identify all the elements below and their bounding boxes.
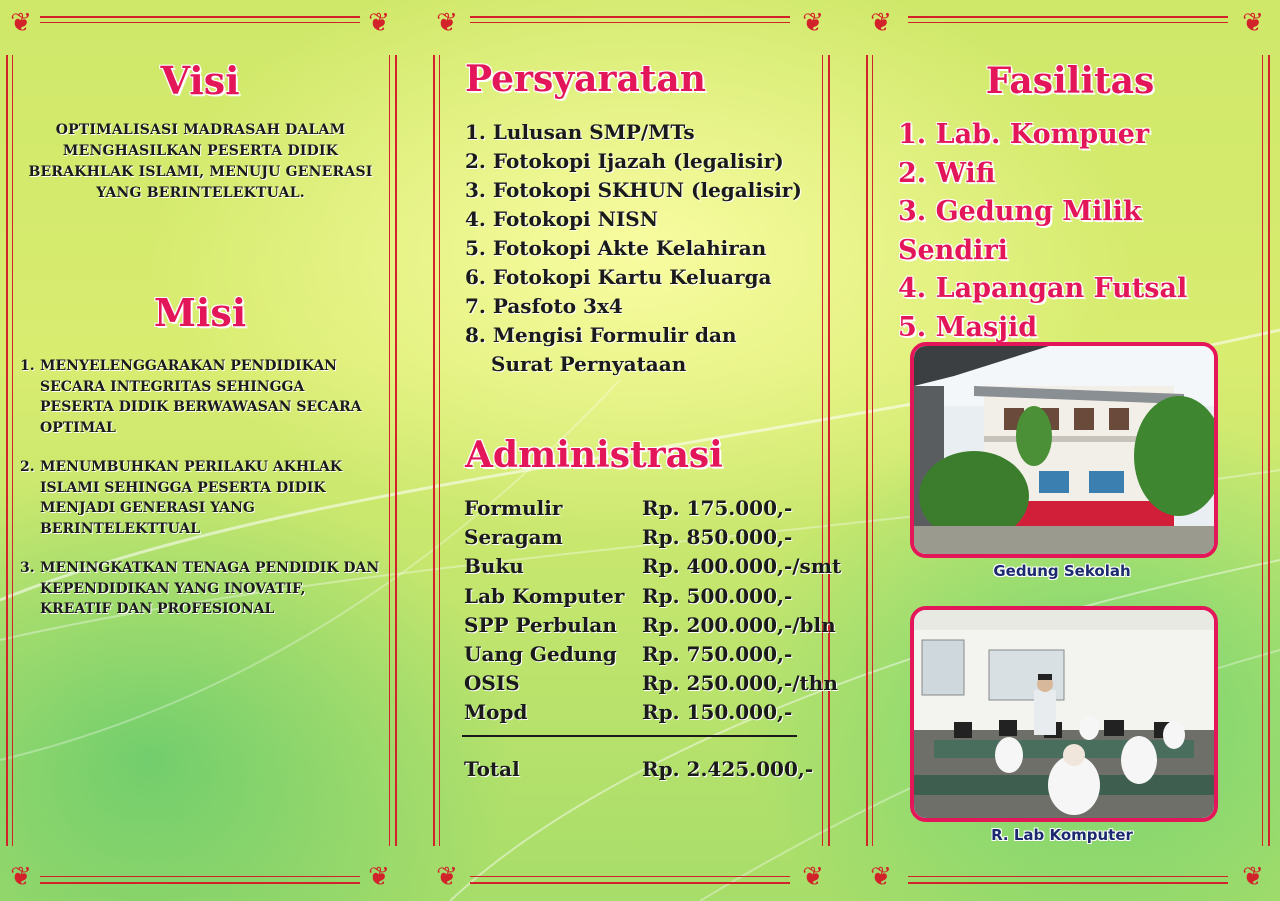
administrasi-table [464,494,841,728]
computer-lab-photo [910,606,1218,822]
persyaratan-item: 2. Fotokopi Ijazah (legalisir) [465,149,784,173]
misi-item: 2. MENUMBUHKAN PERILAKU AKHLAK ISLAMI SEHINGGA PESERTA DIDIK MENJADI GENERASI YANG BERINTELEKTTUAL [20,459,343,537]
table-row: Mopd Rp. 150.000,- [464,700,793,725]
administrasi-title: Administrasi [465,434,723,476]
computer-lab-illustration [914,610,1214,818]
ornament-corner-icon: ❦ [1242,862,1264,892]
misi-item-text: MENUMBUHKAN PERILAKU AKHLAK ISLAMI SEHINGGA PESERTA DIDIK MENJADI GENERASI YANG BERINTELEKTTUAL [40,459,343,537]
misi-item: 3. MENINGKATKAN TENAGA PENDIDIK DAN KEPENDIDIKAN YANG INOVATIF, KREATIF DAN PROFESIONAL [20,560,380,617]
total-row: Total Rp. 2.425.000,- [464,757,814,781]
persyaratan-item: 5. Fotokopi Akte Kelahiran [465,236,767,260]
school-building-illustration [914,346,1214,554]
computer-lab-caption: R. Lab Komputer [991,826,1133,844]
table-row: Lab Komputer Rp. 500.000,- [464,583,793,608]
table-row: SPP Perbulan Rp. 200.000,-/bln [464,612,836,637]
fasilitas-item: 4. Lapangan Futsal [898,273,1188,304]
persyaratan-item: 3. Fotokopi SKHUN (legalisir) [465,178,802,202]
total-divider [462,735,797,737]
ornament-corner-icon: ❦ [368,8,390,38]
ornament-corner-icon: ❦ [368,862,390,892]
fasilitas-item: 5. Masjid [898,311,1038,343]
table-row: OSIS Rp. 250.000,-/thn [464,671,838,696]
table-row: Uang Gedung Rp. 750.000,- [464,642,793,667]
ornament-corner-icon: ❦ [870,8,892,38]
fasilitas-item: 2. Wifi [898,157,996,189]
table-row: Seragam Rp. 850.000,- [464,525,793,550]
persyaratan-item: 8. Mengisi Formulir dan [465,323,737,347]
school-building-caption: Gedung Sekolah [993,562,1131,580]
misi-item: 1. MENYELENGGARAKAN PENDIDIKAN SECARA INTEGRITAS SEHINGGA PESERTA DIDIK BERWAWASAN SECARA OPTIMAL [20,358,362,436]
misi-item-text: MENINGKATKAN TENAGA PENDIDIK DAN KEPENDIDIKAN YANG INOVATIF, KREATIF DAN PROFESIONAL [40,560,380,617]
persyaratan-item: 7. Pasfoto 3x4 [465,294,623,318]
ornament-corner-icon: ❦ [1242,8,1264,38]
misi-list [20,356,380,639]
ornament-corner-icon: ❦ [870,862,892,892]
persyaratan-title: Persyaratan [465,58,706,100]
ornament-corner-icon: ❦ [802,862,824,892]
visi-title: Visi [160,58,240,103]
ornament-corner-icon: ❦ [436,862,458,892]
administrasi-total [464,755,813,784]
fasilitas-list [898,116,1258,347]
table-row: Formulir Rp. 175.000,- [464,496,793,520]
misi-title: Misi [153,290,247,335]
ornament-corner-icon: ❦ [802,8,824,38]
persyaratan-item: 1. Lulusan SMP/MTs [465,120,695,144]
ornament-corner-icon: ❦ [10,862,32,892]
ornament-corner-icon: ❦ [10,8,32,38]
fasilitas-item: 3. Gedung Milik Sendiri [898,196,1142,266]
fasilitas-item: 1. Lab. Kompuer [898,119,1150,150]
fasilitas-title: Fasilitas [985,60,1155,102]
persyaratan-list [465,118,815,379]
misi-item-text: MENYELENGGARAKAN PENDIDIKAN SECARA INTEGRITAS SEHINGGA PESERTA DIDIK BERWAWASAN SECARA OPTIMAL [40,358,362,436]
persyaratan-item: 4. Fotokopi NISN [465,207,658,231]
school-building-photo [910,342,1218,558]
ornament-corner-icon: ❦ [436,8,458,38]
persyaratan-item: 6. Fotokopi Kartu Keluarga [465,265,772,289]
visi-text: OPTIMALISASI MADRASAH DALAM MENGHASILKAN PESERTA DIDIK BERAKHLAK ISLAMI, MENUJU GENERASI YANG BERINTELEKTUAL. [28,122,373,201]
persyaratan-item-continuation: Surat Pernyataan [491,352,687,376]
table-row: Buku Rp. 400.000,-/smt [464,554,842,579]
